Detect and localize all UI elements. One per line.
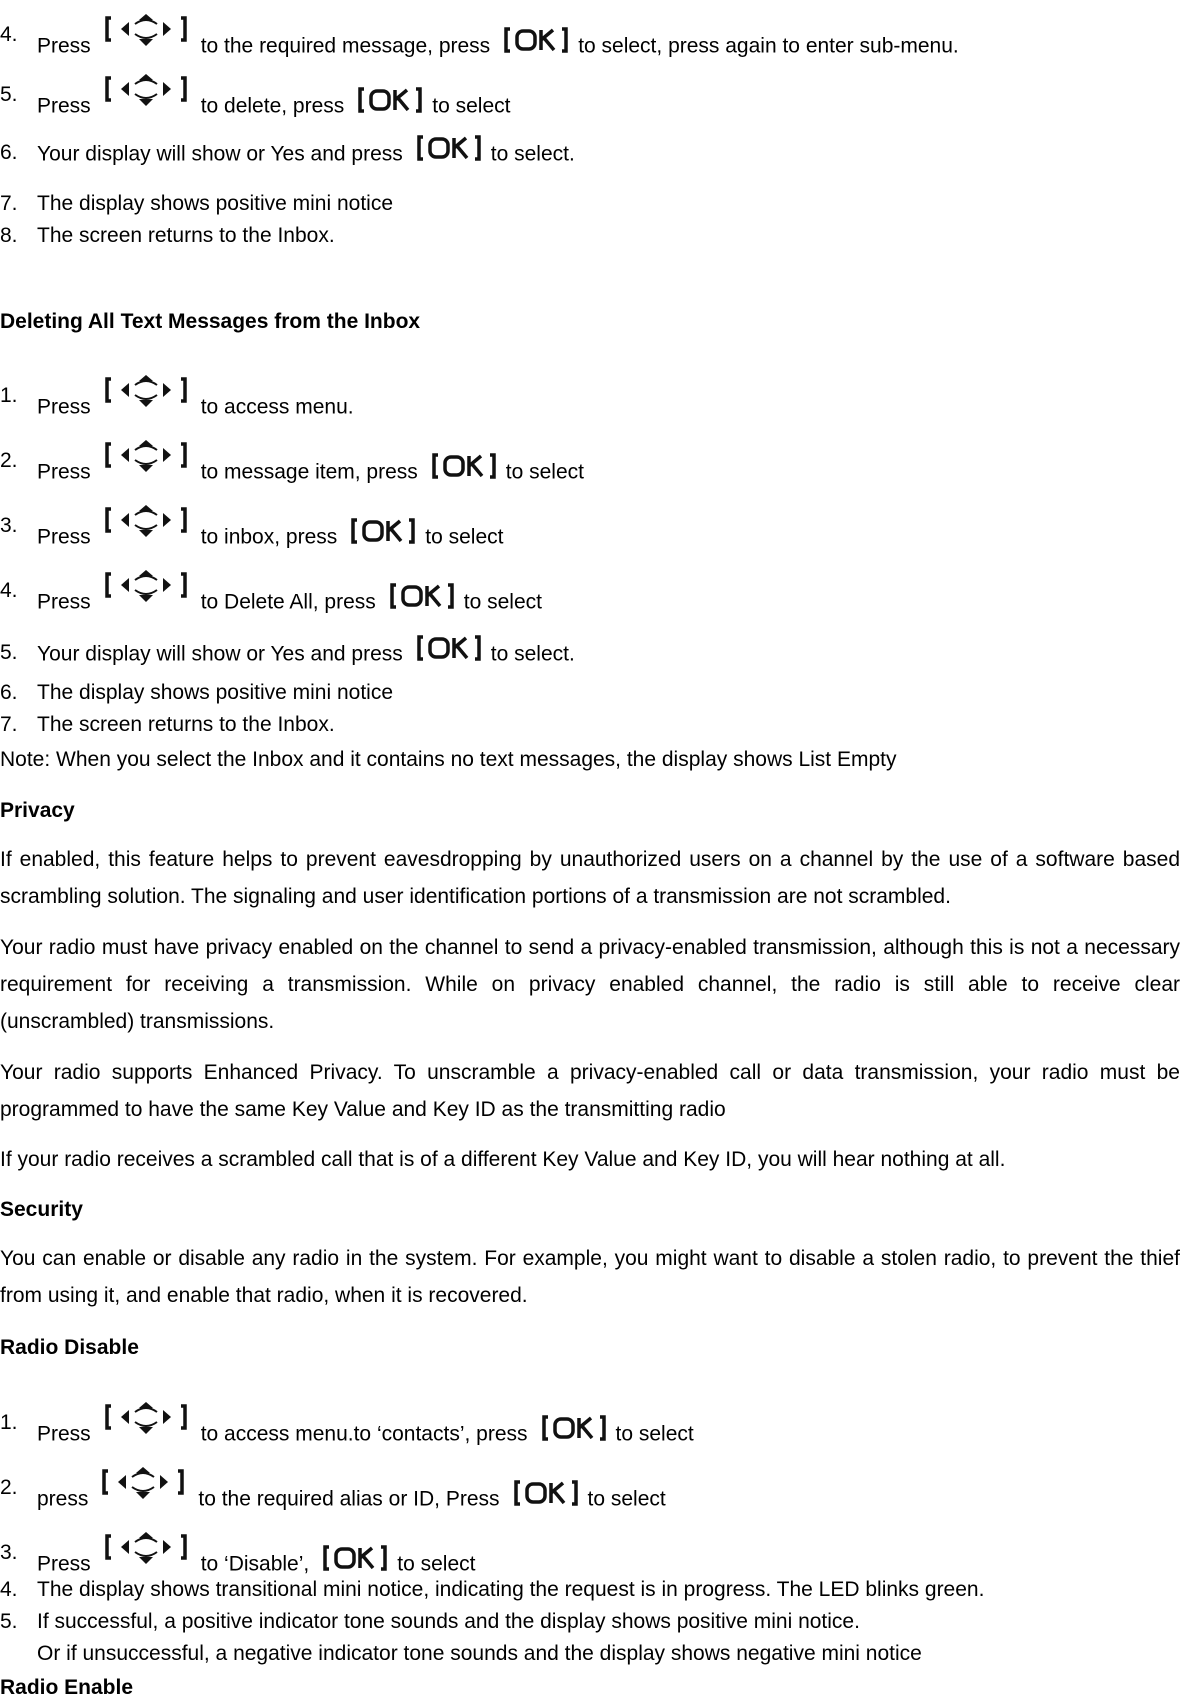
navigation-keys-icon <box>105 1400 187 1450</box>
section-heading: Privacy <box>0 799 75 822</box>
document-page: 4. Press to the required message, press to select, press again to enter sub-menu. 5. Press to delete, press to select 6. Your display will show or Yes and press to select. 7. The display shows positive mini notice 8. The screen returns to the Inbox. Deleting All Text Messages from the Inbox 1. Press to access menu. 2. Press to message item, press to select 3. Press to inbox, press to select 4. Press to Delete All, press to select 5. Your display will show or Yes and press to select. 6. The display shows positive mini notice 7. The screen returns to the Inbox. Note: When you select the Inbox and it contains no text messages, the display shows List Empty Privacy If enabled, this feature helps to prevent eavesdropping by unauthorized users on a channel by the use of a software based scrambling solution. The signaling and user identification portions of a transmission are not scrambled. Your radio must have privacy enabled on the channel to send a privacy-enabled transmission, although this is not a necessary requirement for receiving a transmission. While on privacy enabled channel, the radio is still able to receive clear (unscrambled) transmissions. Your radio supports Enhanced Privacy. To unscramble a privacy-enabled call or data transmission, your radio must be programmed to have the same Key Value and Key ID as the transmitting radio If your radio receives a scrambled call that is of a different Key Value and Key ID, you will hear nothing at all. Security You can enable or disable any radio in the system. For example, you might want to disable a stolen radio, to prevent the thief from using it, and enable that radio, when it is recovered. Radio Disable 1. Press to access menu.to ‘contacts’, press to select 2. press to the required alias or ID, Press to select 3. Press to ‘Disable’, to select 4. The display shows transitional mini notice, indicating the request is in progress. The LED blinks green. 5. If successful, a positive indicator tone sounds and the display shows positive mini notice. Or if unsuccessful, a negative indicator tone sounds and the display shows negative mini notice Radio Enable <box>0 0 1180 1697</box>
ok-key-icon <box>504 26 568 56</box>
section-heading: Radio Disable <box>0 1336 139 1359</box>
paragraph: If your radio receives a scrambled call that is of a different Key Value and Key ID, you will hear nothing at all. <box>0 1148 1006 1171</box>
navigation-keys-icon <box>105 373 187 423</box>
navigation-keys-icon <box>105 12 187 62</box>
paragraph: Your radio must have privacy enabled on the channel to send a privacy-enabled transmission, although this is not a necessary requirement for receiving a transmission. While on privacy enabled channel, the radio is still able to receive clear (unscrambled) transmissions. <box>0 936 1180 1033</box>
ok-key-icon <box>417 634 481 664</box>
ok-key-icon <box>542 1414 606 1444</box>
ok-key-icon <box>351 517 415 547</box>
navigation-keys-icon <box>105 503 187 553</box>
navigation-keys-icon <box>105 568 187 618</box>
ok-key-icon <box>514 1479 578 1509</box>
navigation-keys-icon <box>105 1530 187 1580</box>
ok-key-icon <box>432 452 496 482</box>
ok-key-icon <box>417 134 481 164</box>
navigation-keys-icon <box>105 438 187 488</box>
navigation-keys-icon <box>102 1465 184 1515</box>
section-heading: Security <box>0 1198 83 1221</box>
section-heading: Deleting All Text Messages from the Inbox <box>0 310 421 333</box>
navigation-keys-icon <box>105 72 187 122</box>
paragraph: You can enable or disable any radio in the system. For example, you might want to disable a stolen radio, to prevent the thief from using it, and enable that radio, when it is recovered. <box>0 1247 1180 1307</box>
ok-key-icon <box>390 582 454 612</box>
section-heading: Radio Enable <box>0 1676 134 1699</box>
ok-key-icon <box>323 1544 387 1574</box>
ok-key-icon <box>358 86 422 116</box>
note-text: Note: When you select the Inbox and it contains no text messages, the display shows List Empty <box>0 748 897 771</box>
paragraph: Your radio supports Enhanced Privacy. To unscramble a privacy-enabled call or data transmission, your radio must be programmed to have the same Key Value and Key ID as the transmitting radio <box>0 1061 1180 1121</box>
paragraph: If enabled, this feature helps to prevent eavesdropping by unauthorized users on a channel by the use of a software based scrambling solution. The signaling and user identification portions of a transmission are not scrambled. <box>0 848 1180 908</box>
